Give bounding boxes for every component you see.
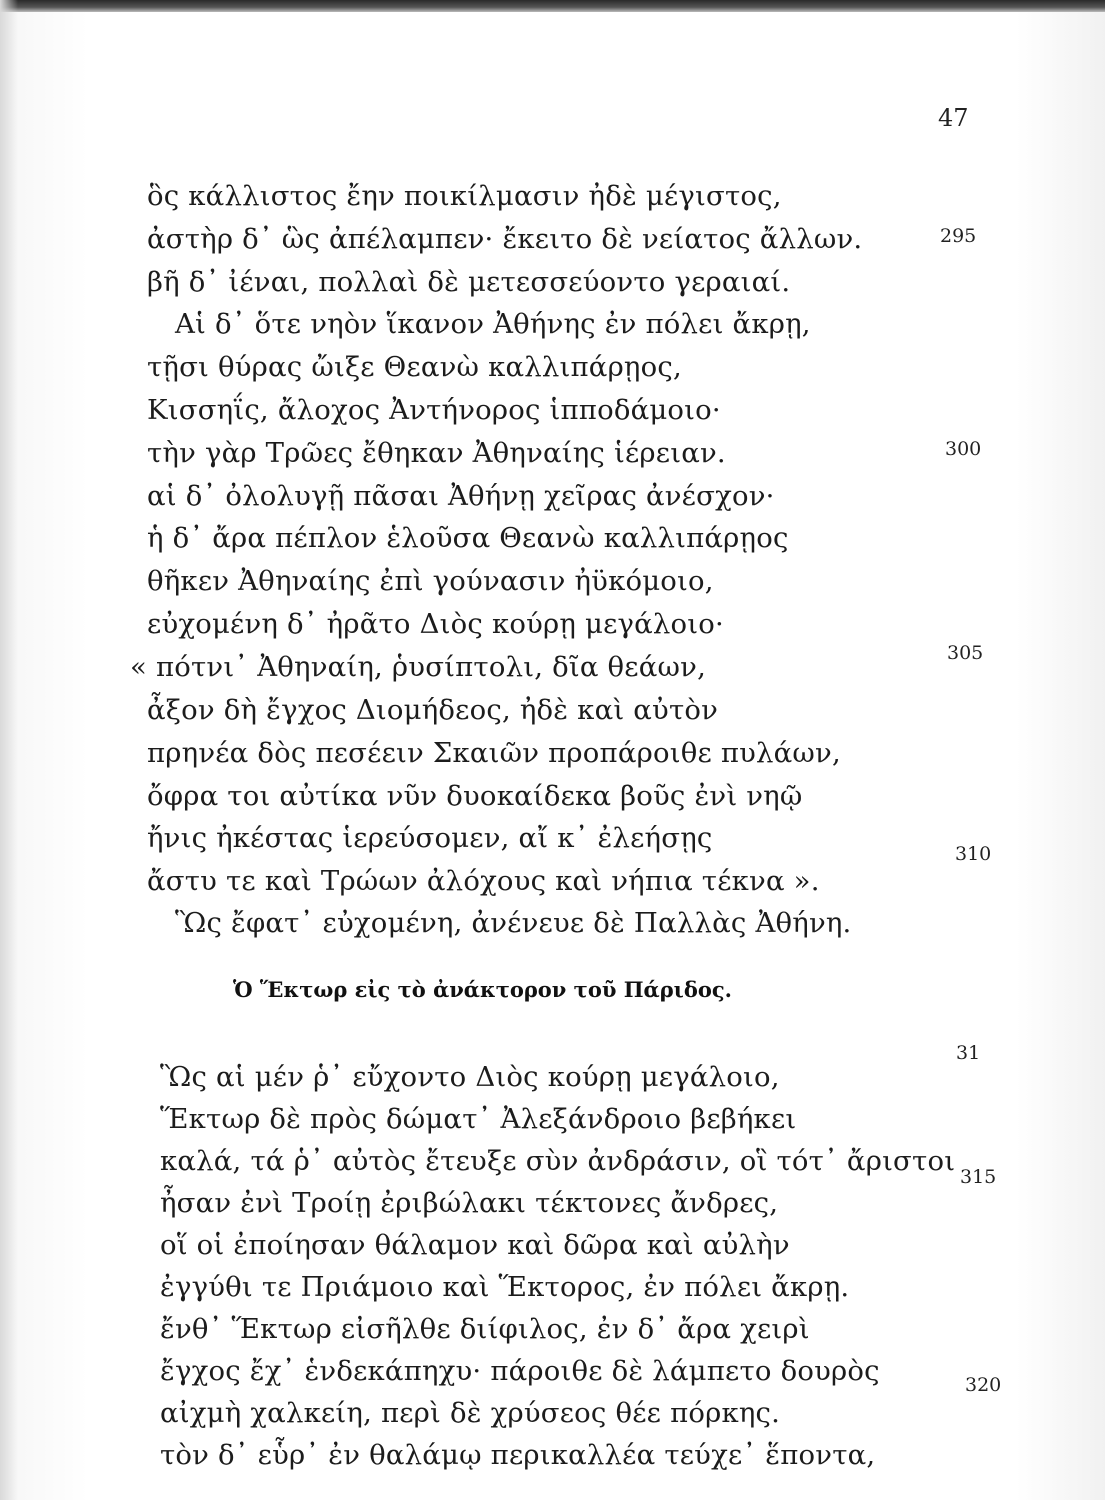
verse-line: Κισσηΐς, ἄλοχος Ἀντήνορος ἱπποδάμοιο· — [147, 394, 721, 426]
line-number: 310 — [955, 843, 992, 865]
line-number: 300 — [945, 438, 982, 460]
verse-line: ἆξον δὴ ἔγχος Διομήδεος, ἠδὲ καὶ αὐτὸν — [147, 694, 719, 726]
verse-line: ὄφρα τοι αὐτίκα νῦν δυοκαίδεκα βοῦς ἐνὶ νηῷ — [147, 780, 803, 812]
verse-line: τῇσι θύρας ὤιξε Θεανὼ καλλιπάρῃος, — [147, 351, 682, 383]
verse-line: ἔνθ᾽ Ἕκτωρ εἰσῆλθε διίφιλος, ἐν δ᾽ ἄρα χειρὶ — [160, 1313, 810, 1345]
verse-line: Ὣς ἔφατ᾽ εὐχομένη, ἀνένευε δὲ Παλλὰς Ἀθήνη. — [175, 907, 852, 939]
verse-line: αἰχμὴ χαλκείη, περὶ δὲ χρύσεος θέε πόρκης. — [160, 1397, 781, 1429]
verse-line: Ὣς αἱ μέν ῥ᾽ εὔχοντο Διὸς κούρῃ μεγάλοιο, — [160, 1061, 780, 1093]
page-number: 47 — [938, 104, 969, 132]
verse-line: θῆκεν Ἀθηναίης ἐπὶ γούνασιν ἠϋκόμοιο, — [147, 565, 714, 597]
line-number: 315 — [960, 1166, 997, 1188]
verse-line: ἡ δ᾽ ἄρα πέπλον ἑλοῦσα Θεανὼ καλλιπάρῃος — [147, 522, 789, 554]
verse-line: ἤνις ἠκέστας ἱερεύσομεν, αἴ κ᾽ ἐλεήσῃς — [147, 822, 713, 854]
verse-line: Ἕκτωρ δὲ πρὸς δώματ᾽ Ἀλεξάνδροιο βεβήκει — [160, 1103, 797, 1135]
verse-line: Αἱ δ᾽ ὅτε νηὸν ἵκανον Ἀθήνης ἐν πόλει ἄκρῃ, — [175, 308, 811, 340]
section-heading: Ὁ Ἕκτωρ εἰς τὸ ἀνάκτορον τοῦ Πάριδος. — [233, 977, 732, 1002]
verse-line: ἀστὴρ δ᾽ ὣς ἀπέλαμπεν· ἔκειτο δὲ νείατος ἄλλων. — [147, 223, 863, 255]
verse-line: καλά, τά ῥ᾽ αὐτὸς ἔτευξε σὺν ἀνδράσιν, οἳ τότ᾽ ἄριστοι — [160, 1145, 956, 1177]
verse-line: εὐχομένη δ᾽ ἠρᾶτο Διὸς κούρῃ μεγάλοιο· — [147, 608, 724, 640]
scan-top-edge — [0, 0, 1105, 12]
verse-line: ἐγγύθι τε Πριάμοιο καὶ Ἕκτορος, ἐν πόλει ἄκρῃ. — [160, 1271, 850, 1303]
verse-line: ἦσαν ἐνὶ Τροίῃ ἐριβώλακι τέκτονες ἄνδρες, — [160, 1187, 779, 1219]
scan-left-shadow — [0, 0, 18, 1500]
verse-line: αἱ δ᾽ ὀλολυγῇ πᾶσαι Ἀθήνῃ χεῖρας ἀνέσχον· — [147, 480, 775, 512]
verse-line: ὃς κάλλιστος ἔην ποικίλμασιν ἠδὲ μέγιστος, — [147, 180, 782, 212]
line-number: 305 — [947, 642, 984, 664]
verse-line: βῆ δ᾽ ἰέναι, πολλαὶ δὲ μετεσσεύοντο γεραιαί. — [147, 266, 791, 298]
verse-line: « πότνι᾽ Ἀθηναίη, ῥυσίπτολι, δῖα θεάων, — [130, 651, 707, 683]
verse-line: οἵ οἱ ἐποίησαν θάλαμον καὶ δῶρα καὶ αὐλὴν — [160, 1229, 790, 1261]
verse-line: τὸν δ᾽ εὗρ᾽ ἐν θαλάμῳ περικαλλέα τεύχε᾽ ἕποντα, — [160, 1439, 876, 1471]
line-number: 295 — [940, 225, 977, 247]
verse-line: ἔγχος ἔχ᾽ ἑνδεκάπηχυ· πάροιθε δὲ λάμπετο δουρὸς — [160, 1355, 880, 1387]
verse-line: ἄστυ τε καὶ Τρώων ἀλόχους καὶ νήπια τέκνα ». — [147, 865, 820, 897]
verse-line: πρηνέα δὸς πεσέειν Σκαιῶν προπάροιθε πυλάων, — [147, 737, 841, 769]
verse-line: τὴν γὰρ Τρῶες ἔθηκαν Ἀθηναίης ἱέρειαν. — [147, 437, 726, 469]
line-number: 31 — [956, 1042, 981, 1064]
line-number: 320 — [965, 1374, 1002, 1396]
